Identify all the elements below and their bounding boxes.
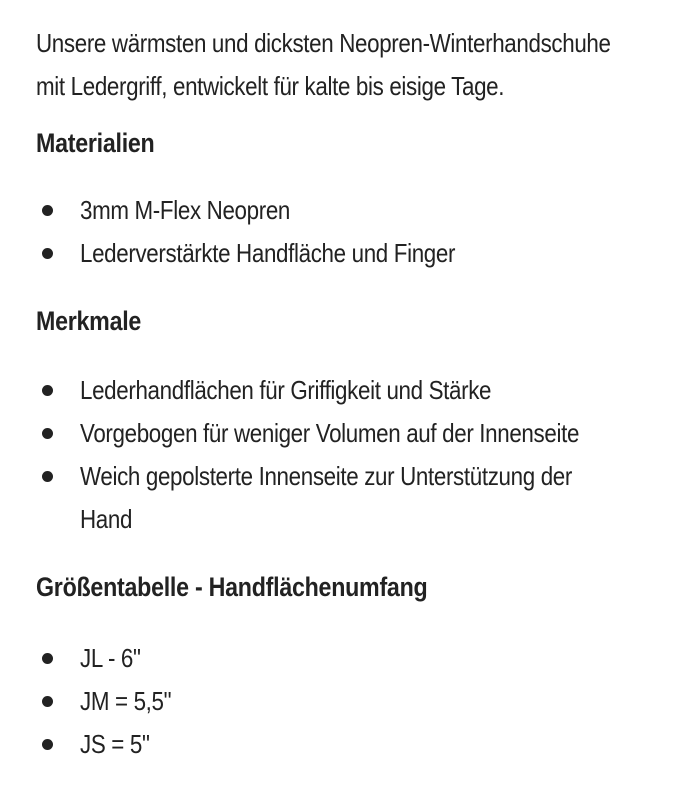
size-chart-list (36, 637, 656, 766)
intro-text (36, 22, 655, 108)
list-item-text-line-2: Hand (80, 504, 133, 534)
bullet-icon (42, 471, 53, 482)
list-item-text: JS = 5" (80, 729, 150, 759)
list-item-text: Lederverstärkte Handfläche und Finger (80, 238, 456, 268)
intro-line-2: mit Ledergriff, entwickelt für kalte bis eisige Tage. (36, 71, 505, 101)
intro-line-1: Unsere wärmsten und dicksten Neopren-Winterhandschuhe (36, 28, 611, 58)
list-item-text: 3mm M-Flex Neopren (80, 195, 291, 225)
size-chart-heading: Größentabelle - Handflächenumfang (36, 572, 428, 602)
bullet-icon (42, 428, 53, 439)
features-heading: Merkmale (36, 306, 142, 336)
list-item (36, 412, 656, 455)
list-item-text: JL - 6" (80, 643, 141, 673)
bullet-icon (42, 248, 53, 259)
bullet-icon (42, 205, 53, 216)
list-item (36, 680, 656, 723)
materials-heading: Materialien (36, 128, 155, 158)
list-item-text-line-1: Weich gepolsterte Innenseite zur Unterstützung der (80, 461, 572, 491)
list-item (36, 189, 656, 232)
materials-list (36, 189, 656, 275)
list-item (36, 723, 656, 766)
bullet-icon (42, 385, 53, 396)
list-item-text: JM = 5,5" (80, 686, 172, 716)
list-item (36, 637, 656, 680)
list-item (36, 369, 656, 412)
list-item-text: Vorgebogen für weniger Volumen auf der Innenseite (80, 418, 580, 448)
features-list (36, 369, 656, 541)
list-item-text: Lederhandflächen für Griffigkeit und Stärke (80, 375, 492, 405)
list-item (36, 455, 656, 541)
list-item (36, 232, 656, 275)
bullet-icon (42, 739, 53, 750)
bullet-icon (42, 696, 53, 707)
bullet-icon (42, 653, 53, 664)
